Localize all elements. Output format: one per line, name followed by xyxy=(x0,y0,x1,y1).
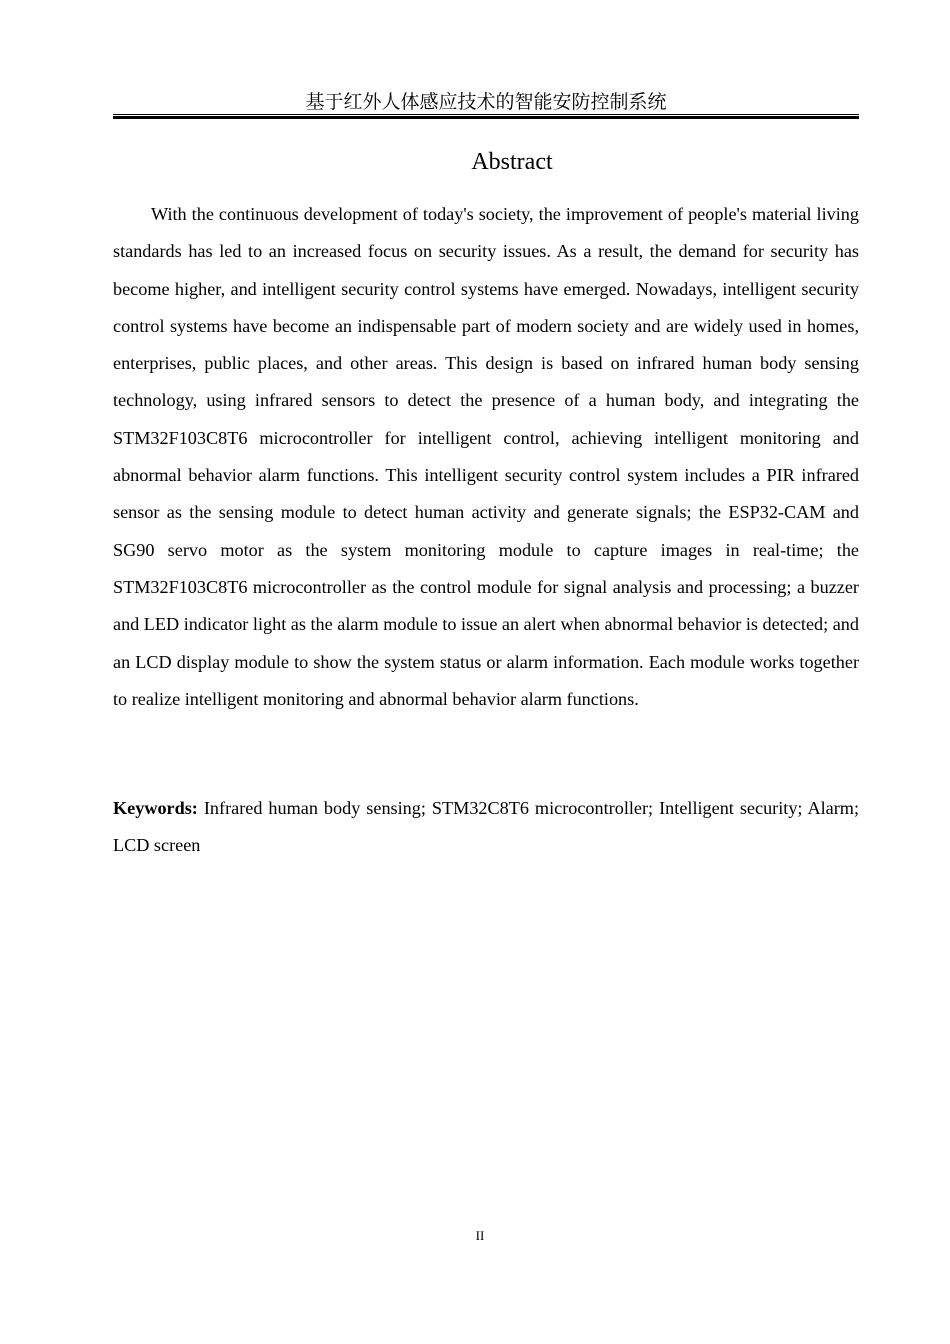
header-rule-thick xyxy=(113,116,859,119)
abstract-title: Abstract xyxy=(471,149,553,175)
abstract-body: With the continuous development of today's society, the improvement of people's material living standards has led to an increased focus on security issues. As a result, the demand for security has become higher, and intelligent security control systems have emerged. Nowadays, intelligent security control systems have become an indispensable part of modern society and are widely used in homes, enterprises, public places, and other areas. This design is based on infrared human body sensing technology, using infrared sensors to detect the presence of a human body, and integrating the STM32F103C8T6 microcontroller for intelligent control, achieving intelligent monitoring and abnormal behavior alarm functions. This intelligent security control system includes a PIR infrared sensor as the sensing module to detect human activity and generate signals; the ESP32-CAM and SG90 servo motor as the system monitoring module to capture images in real-time; the STM32F103C8T6 microcontroller as the control module for signal analysis and processing; a buzzer and LED indicator light as the alarm module to issue an alert when abnormal behavior is detected; and an LCD display module to show the system status or alarm information. Each module works together to realize intelligent monitoring and abnormal behavior alarm functions. xyxy=(113,204,859,709)
keywords-label: Keywords: xyxy=(113,798,198,818)
running-header: 基于红外人体感应技术的智能安防控制系统 xyxy=(305,91,667,113)
header-rule-thin xyxy=(113,114,859,115)
keywords-paragraph xyxy=(113,790,859,865)
page-number: II xyxy=(475,1228,485,1243)
keywords-text: Infrared human body sensing; STM32C8T6 microcontroller; Intelligent security; Alarm; LCD screen xyxy=(113,798,859,856)
